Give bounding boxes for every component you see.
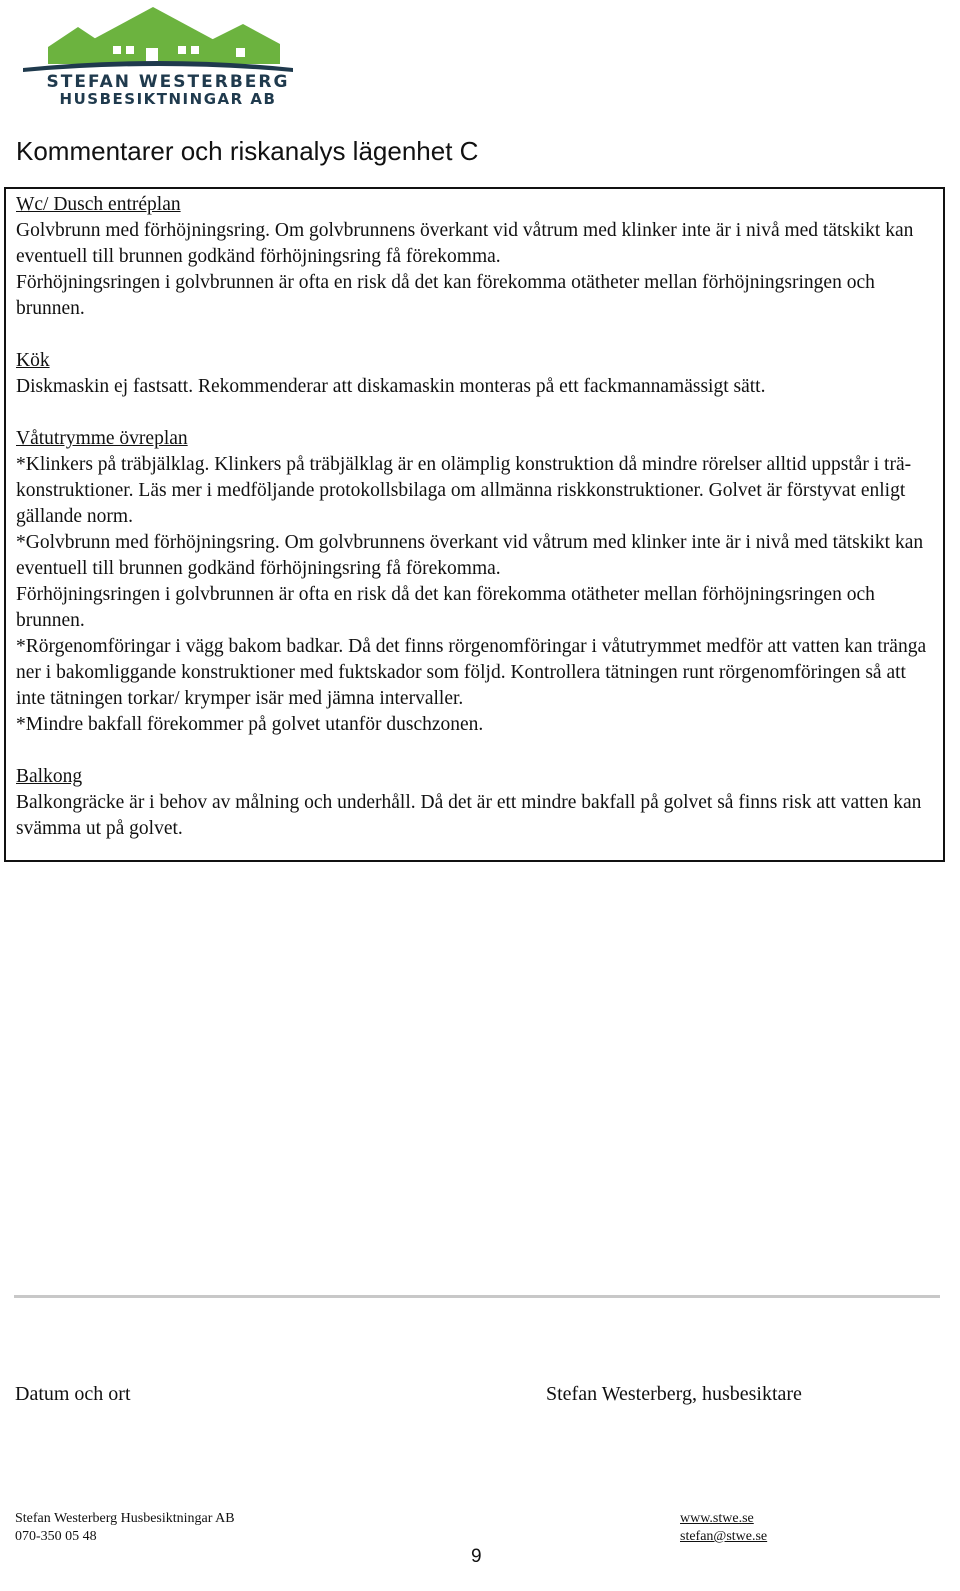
footer-website-link[interactable]: www.stwe.se: [680, 1511, 754, 1526]
section-heading: Våtutrymme övreplan: [16, 428, 188, 449]
paragraph: *Klinkers på träbjälklag. Klinkers på träbjälklag är en olämplig konstruktion då mindre rörelser alltid uppstår i trä- konstruktioner. Läs mer i medföljande protokollsbilaga om allmänna riskkonstruktioner. Golvet är förstyvat enligt gällande norm.: [16, 454, 912, 527]
footer-email-link[interactable]: stefan@stwe.se: [680, 1529, 768, 1544]
signature-date-place-label: Datum och ort: [15, 1383, 131, 1405]
section-kok: [16, 348, 933, 400]
logo-text-line1: STEFAN WESTERBERG: [46, 72, 290, 92]
paragraph: *Golvbrunn med förhöjningsring. Om golvbrunnens överkant vid våtrum med klinker inte är i nivå med tätskikt kan eventuell till brunnen godkänd förhöjningsring få förekomma.: [16, 532, 924, 579]
signature-inspector-label: Stefan Westerberg, husbesiktare: [546, 1383, 802, 1405]
section-heading: Balkong: [16, 766, 83, 787]
paragraph: Förhöjningsringen i golvbrunnen är ofta en risk då det kan förekomma otätheter mellan förhöjningsringen och brunnen.: [16, 584, 875, 631]
section-heading: Kök: [16, 350, 50, 371]
footer-links: [680, 1510, 767, 1546]
house-logo-icon: [18, 2, 293, 77]
paragraph: Golvbrunn med förhöjningsring. Om golvbrunnens överkant vid våtrum med klinker inte är i nivå med tätskikt kan eventuell till brunnen godkänd förhöjningsring få förekomma.: [16, 220, 914, 267]
comment-box: [4, 187, 945, 862]
logo-text-line2: HUSBESIKTNINGAR AB: [59, 90, 277, 108]
section-balkong: [16, 764, 933, 842]
page-number: 9: [471, 1546, 482, 1567]
signature-divider: [14, 1295, 940, 1298]
section-heading: Wc/ Dusch entréplan: [16, 194, 181, 215]
paragraph: Balkongräcke är i behov av målning och underhåll. Då det är ett mindre bakfall på golvet så finns risk att vatten kan svämma ut på golvet.: [16, 792, 922, 839]
section-vatutrymme: [16, 426, 933, 738]
company-logo: [18, 2, 293, 112]
footer-company: Stefan Westerberg Husbesiktningar AB: [15, 1511, 235, 1526]
footer-contact: [15, 1510, 235, 1546]
page-title: Kommentarer och riskanalys lägenhet C: [16, 136, 479, 166]
paragraph: Förhöjningsringen i golvbrunnen är ofta en risk då det kan förekomma otätheter mellan förhöjningsringen och brunnen.: [16, 272, 875, 319]
paragraph: Diskmaskin ej fastsatt. Rekommenderar att diskamaskin monteras på ett fackmannamässigt sätt.: [16, 376, 766, 397]
footer-phone: 070-350 05 48: [15, 1529, 97, 1544]
section-wc-dusch: [16, 192, 933, 322]
paragraph: *Rörgenomföringar i vägg bakom badkar. Då det finns rörgenomföringar i våtutrymmet medför att vatten kan tränga ner i bakomliggande konstruktioner med fuktskador som följd. Kontrollera tätningen runt rörgenomföringen så att inte tätningen torkar/ krymper isär med jämna intervaller.: [16, 636, 927, 709]
paragraph: *Mindre bakfall förekommer på golvet utanför duschzonen.: [16, 714, 484, 735]
